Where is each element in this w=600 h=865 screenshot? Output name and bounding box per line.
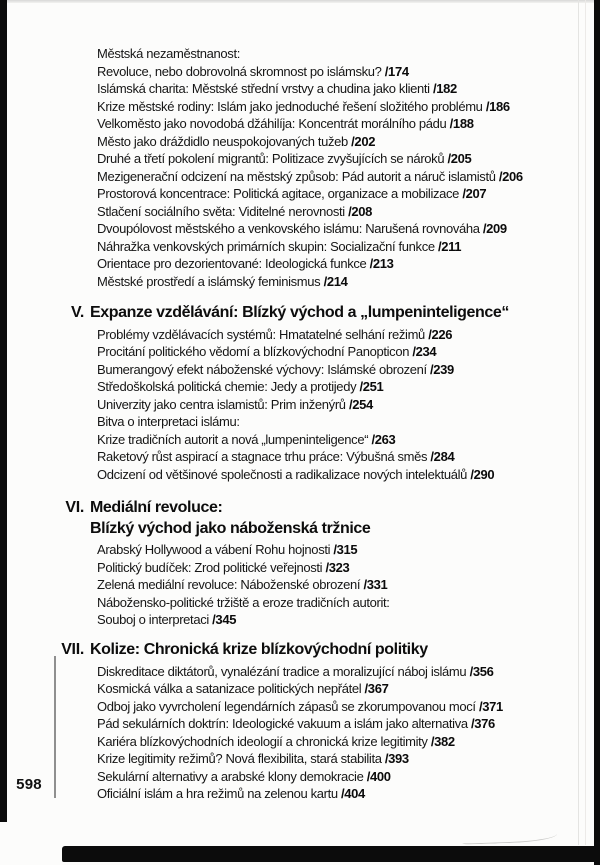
toc-item-title: Krize městské rodiny: Islám jako jednoduché řešení složitého problému (97, 98, 483, 114)
toc-item-page-number: /174 (384, 63, 409, 79)
toc-item-title: Odboj jako vyvrcholení legendárních zápasů se zkorumpovanou mocí (97, 698, 476, 714)
section-title (90, 303, 509, 324)
toc-item (97, 361, 509, 379)
toc-item-title: Město jako dráždidlo neuspokojovaných tužeb (97, 133, 348, 149)
toc-item (97, 45, 523, 63)
toc-item (97, 185, 523, 203)
toc-item-page-number: /205 (447, 151, 472, 166)
toc-item-page-number: /202 (351, 133, 376, 149)
toc-item-title: Pád sekulárních doktrín: Ideologické vakuum a islám jako alternativa (97, 716, 468, 731)
toc-item-title: Náhražka venkovských primárních skupin: Socializační funkce (97, 238, 435, 254)
toc-item (97, 466, 509, 484)
toc-item (97, 663, 503, 681)
toc-item (97, 768, 503, 786)
toc-item-page-number: /182 (432, 81, 457, 96)
section-title-line: Expanze vzdělávání: Blízký východ a „lumpeninteligence“ (90, 304, 510, 321)
toc-item-page-number: /214 (323, 273, 348, 289)
section-title (90, 640, 503, 661)
toc-item (97, 80, 523, 98)
toc-item-page-number: /393 (384, 751, 409, 766)
toc-item-title: Sekulární alternativy a arabské klony demokracie (97, 768, 364, 784)
toc-item (97, 559, 390, 577)
toc-item-title: Souboj o interpretaci (97, 612, 209, 627)
scan-left-border (0, 0, 7, 822)
toc-item-title: Univerzity jako centra islamistů: Prim inženýrů (97, 396, 346, 412)
toc-item-title: Mezigenerační odcizení na městský způsob: Pád autorit a náruč islamistů (97, 168, 496, 184)
toc-item-title: Krize tradičních autorit a nová „lumpeninteligence“ (97, 431, 369, 447)
toc-item (97, 413, 509, 431)
toc-item-page-number: /211 (438, 238, 462, 254)
toc-item (97, 594, 390, 612)
toc-item-title: Nábožensko-politické tržiště a eroze tradičních autorit: (97, 594, 390, 610)
toc-item-title: Kosmická válka a satanizace politických nepřátel (97, 681, 362, 696)
toc-item-page-number: /400 (366, 768, 391, 784)
toc-item-page-number: /356 (469, 663, 494, 679)
section-title-line: Kolize: Chronická krize blízkovýchodní politiky (90, 641, 428, 658)
toc-item-page-number: /254 (348, 396, 373, 412)
toc-item (97, 541, 390, 559)
toc-item-title: Raketový růst aspirací a stagnace trhu práce: Výbušná směs (97, 449, 428, 464)
toc-item (97, 326, 509, 344)
toc-item (97, 150, 523, 168)
scan-bottom-border (62, 846, 600, 862)
toc-item-title: Krize legitimity režimů? Nová flexibilita, stará stabilita (97, 751, 382, 766)
toc-item (97, 750, 503, 768)
toc-item-title: Městské prostředí a islámský feminismus (97, 273, 321, 289)
toc-item-list (97, 663, 503, 803)
toc-item (97, 576, 390, 594)
toc-item-title: Islámská charita: Městské střední vrstvy a chudina jako klienti (97, 81, 430, 96)
toc-item-title: Diskreditace diktátorů, vynalézání tradice a moralizující náboj islámu (97, 663, 467, 679)
toc-item-title: Středoškolská politická chemie: Jedy a protijedy (97, 379, 357, 394)
toc-section-vi (40, 498, 390, 629)
toc-item-page-number: /315 (333, 542, 358, 557)
toc-item (97, 680, 503, 698)
toc-item (97, 698, 503, 716)
toc-item-page-number: /345 (212, 612, 237, 627)
toc-item (97, 133, 523, 151)
toc-item (97, 238, 523, 256)
toc-item (97, 255, 523, 273)
toc-item-page-number: /263 (371, 431, 396, 447)
toc-item-title: Revoluce, nebo dobrovolná skromnost po islámsku? (97, 63, 382, 79)
section-title (90, 498, 390, 539)
toc-item-page-number: /331 (363, 577, 388, 592)
toc-item-page-number: /188 (449, 116, 474, 131)
toc-item-list (97, 541, 390, 629)
toc-item-title: Bumerangový efekt náboženské výchovy: Islámské obrození (97, 361, 427, 377)
toc-item-title: Druhé a třetí pokolení migrantů: Politizace zvyšujících se nároků (97, 151, 445, 166)
toc-item (97, 785, 503, 803)
section-heading (40, 498, 390, 539)
page-number: 598 (16, 776, 42, 793)
scan-artifact-line (585, 0, 586, 845)
toc-item (97, 273, 523, 291)
toc-item (97, 168, 523, 186)
toc-item-page-number: /239 (430, 361, 454, 377)
toc-item (97, 115, 523, 133)
toc-item-page-number: /234 (412, 344, 437, 359)
toc-section-v (40, 303, 509, 483)
section-heading (40, 303, 509, 324)
toc-item-page-number: /323 (325, 559, 350, 575)
toc-item (97, 63, 523, 81)
toc-item-title: Politický budíček: Zrod politické veřejnosti (97, 559, 323, 575)
toc-item (97, 448, 509, 466)
toc-item-list (97, 326, 509, 484)
section-title-line: Blízký východ jako náboženská tržnice (90, 519, 371, 537)
toc-item-title: Kariéra blízkovýchodních ideologií a chronická krize legitimity (97, 733, 428, 749)
toc-item-title: Procitání politického vědomí a blízkovýchodní Panopticon (97, 344, 410, 359)
toc-item-title: Prostorová koncentrace: Politická agitace, organizace a mobilizace (97, 186, 460, 201)
section-number: V. (70, 304, 84, 321)
toc-item-page-number: /290 (470, 466, 495, 482)
scan-right-border (594, 0, 600, 865)
section-title-line: Mediální revoluce: (90, 499, 223, 516)
toc-item (97, 396, 509, 414)
scan-top-edge (0, 0, 600, 3)
toc-item (97, 98, 523, 116)
toc-item-title: Problémy vzdělávacích systémů: Hmatatelné selhání režimů (97, 326, 425, 342)
toc-item-page-number: /208 (348, 203, 372, 219)
toc-section-vii (40, 640, 503, 803)
toc-item-page-number: /376 (471, 716, 495, 731)
toc-item-title: Velkoměsto jako novodobá džáhilíja: Koncentrát morálního pádu (97, 116, 447, 131)
toc-item (97, 203, 523, 221)
toc-item-page-number: /371 (478, 698, 503, 714)
toc-item-title: Dvoupólovost městského a venkovského islámu: Narušená rovnováha (97, 221, 480, 236)
toc-item-page-number: /207 (462, 186, 487, 201)
toc-item (97, 220, 523, 238)
toc-item-title: Bitva o interpretaci islámu: (97, 414, 240, 429)
toc-item (97, 715, 503, 733)
toc-item (97, 378, 509, 396)
toc-item-page-number: /382 (430, 733, 455, 749)
toc-item-page-number: /251 (359, 379, 384, 394)
toc-item-title: Orientace pro dezorientované: Ideologická funkce (97, 256, 367, 271)
toc-item-title: Arabský Hollywood a vábení Rohu hojnosti (97, 542, 331, 557)
toc-item-title: Stlačení sociálního světa: Viditelné nerovnosti (97, 203, 345, 219)
toc-item (97, 343, 509, 361)
toc-continued-items (40, 45, 523, 290)
toc-item-title: Zelená mediální revoluce: Náboženské obrození (97, 577, 361, 592)
page-gutter-rule (54, 656, 56, 798)
toc-item-page-number: /404 (341, 786, 365, 801)
toc-item-page-number: /284 (430, 449, 455, 464)
toc-item-page-number: /186 (485, 98, 510, 114)
toc-item-page-number: /206 (498, 168, 523, 184)
scan-artifact-line (578, 0, 579, 845)
toc-item (97, 733, 503, 751)
toc-item-page-number: /213 (369, 256, 394, 271)
toc-item-title: Odcizení od většinové společnosti a radikalizace nových intelektuálů (97, 466, 468, 482)
toc-item-title: Městská nezaměstnanost: (97, 46, 240, 61)
toc-item-title: Oficiální islám a hra režimů na zelenou kartu (97, 786, 338, 801)
section-heading (40, 640, 503, 661)
section-number: VI. (65, 499, 84, 516)
toc-item-page-number: /226 (428, 326, 453, 342)
section-number: VII. (61, 641, 84, 658)
toc-item (97, 611, 390, 629)
toc-item-list (97, 45, 523, 290)
toc-item-page-number: /209 (482, 221, 507, 236)
toc-item-page-number: /367 (364, 681, 389, 696)
toc-item (97, 431, 509, 449)
scan-smudge-mark (462, 826, 557, 844)
